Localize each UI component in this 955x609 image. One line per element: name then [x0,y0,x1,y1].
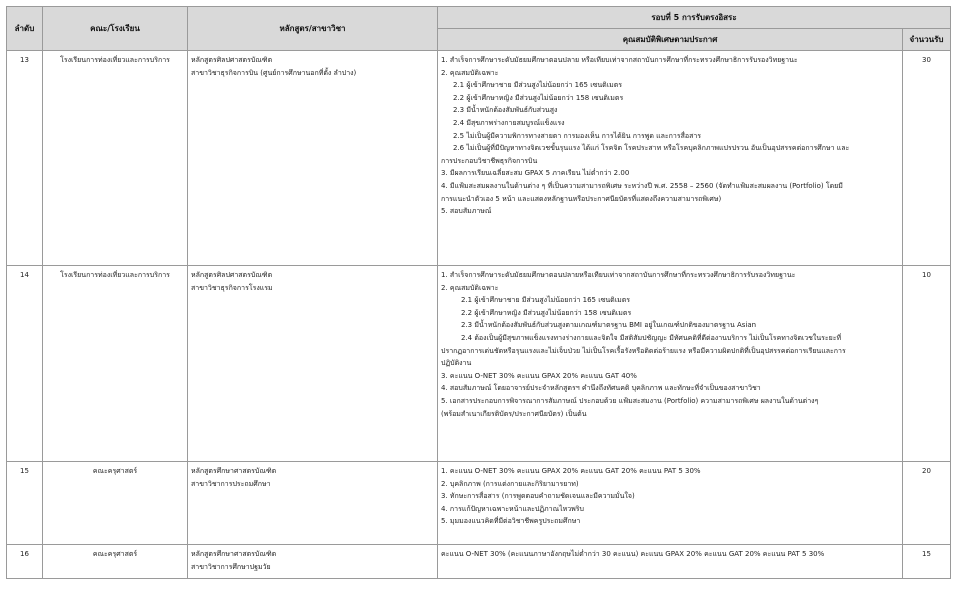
qualification-line: คะแนน O-NET 30% (คะแนนภาษาอังกฤษไม่ต่ำกว่า 30 คะแนน) คะแนน GPAX 20% คะแนน GAT 20% คะแนน PAT 5 30% [441,550,825,558]
qualification-line: (พร้อมสำเนาเกียรติบัตร/ประกาศนียบัตร) เป็นต้น [441,409,587,418]
program-major: สาขาวิชาธุรกิจการบิน (ศูนย์การศึกษานอกที่ตั้ง ลำปาง) [191,68,357,77]
row-number: 14 [7,266,43,462]
faculty-name: คณะครุศาสตร์ [43,462,188,545]
qualification-line: 2.1 ผู้เข้าศึกษาชาย มีส่วนสูงไม่น้อยกว่า 165 เซนติเมตร [461,296,631,305]
program-degree: หลักสูตรศึกษาศาสตรบัณฑิต [191,550,277,558]
admission-table [6,6,951,579]
header-order: ลำดับ [7,7,43,51]
qualification-line: 2.1 ผู้เข้าศึกษาชาย มีส่วนสูงไม่น้อยกว่า 165 เซนติเมตร [453,81,623,90]
quota-value: 15 [903,545,951,579]
qualification-line: 2.3 มีน้ำหนักต้องสัมพันธ์กับส่วนสูงตามเกณฑ์มาตรฐาน BMI อยู่ในเกณฑ์ปกติของมาตรฐาน Asian [461,321,757,330]
qualification-cell [438,266,903,462]
header-faculty: คณะ/โรงเรียน [43,7,188,51]
qualification-line: 4. สอบสัมภาษณ์ โดยอาจารย์ประจำหลักสูตรฯ คำนึงถึงทัศนคติ บุคลิกภาพ และทักษะที่จำเป็นของสาขาวิชา [441,384,761,393]
header-program: หลักสูตร/สาขาวิชา [188,7,438,51]
qualification-line: 2.3 มีน้ำหนักต้องสัมพันธ์กับส่วนสูง [453,106,558,115]
header-qualification: คุณสมบัติพิเศษตามประกาศ [438,29,903,51]
quota-value: 10 [903,266,951,462]
qualification-line: 2.4 มีสุขภาพร่างกายสมบูรณ์แข็งแรง [453,118,565,127]
qualification-line: การประกอบวิชาชีพธุรกิจการบิน [441,156,538,165]
qualification-line: 2.2 ผู้เข้าศึกษาหญิง มีส่วนสูงไม่น้อยกว่า 158 เซนติเมตร [453,93,624,102]
qualification-line: 3. คะแนน O-NET 30% คะแนน GPAX 20% คะแนน GAT 40% [441,371,637,380]
qualification-line: 2.5 ไม่เป็นผู้มีความพิการทางสายตา การมองเห็น การได้ยิน การพูด และการสื่อสาร [453,131,702,140]
program-degree: หลักสูตรศึกษาศาสตรบัณฑิต [191,467,277,475]
table-row [7,462,951,545]
qualification-line: 2. บุคลิกภาพ (การแต่งกายและกิริยามารยาท) [441,479,579,488]
qualification-cell [438,51,903,266]
qualification-line: 3. ทักษะการสื่อสาร (การพูดตอบคำถามชัดเจนและมีความมั่นใจ) [441,492,635,501]
qualification-line: 1. คะแนน O-NET 30% คะแนน GPAX 20% คะแนน GAT 20% คะแนน PAT 5 30% [441,467,701,475]
qualification-line: 2.4 ต้องเป็นผู้มีสุขภาพแข็งแรงทางร่างกายและจิตใจ มีสติสัมปชัญญะ มีทัศนคติที่ดีต่องานบริการ ไม่เป็นโรคทางจิตเวชในระยะที่ [461,333,842,342]
qualification-line: 4. มีแฟ้มสะสมผลงานในด้านต่าง ๆ ที่เป็นความสามารถพิเศษ ระหว่างปี พ.ศ. 2558 – 2560 (จัดทำแฟ้มสะสมผลงาน (Portfolio) โดยมี [441,181,843,190]
program-major: สาขาวิชาธุรกิจการโรงแรม [191,283,273,292]
qualification-line: 2.2 ผู้เข้าศึกษาหญิง มีส่วนสูงไม่น้อยกว่า 158 เซนติเมตร [461,308,632,317]
qualification-line: 2.6 ไม่เป็นผู้ที่มีปัญหาทางจิตเวชขั้นรุนแรง ได้แก่ โรคจิต โรคประสาท หรือโรคบุคลิกภาพแปรปรวน อันเป็นอุปสรรคต่อการศึกษา และ [453,144,850,153]
qualification-cell [438,462,903,545]
header-round-title: รอบที่ 5 การรับตรงอิสระ [438,7,951,29]
table-row [7,545,951,579]
program-major: สาขาวิชาการศึกษาปฐมวัย [191,562,271,571]
table-row [7,266,951,462]
qualification-line: 5. มุมมองแนวคิดที่มีต่อวิชาชีพครูประถมศึกษา [441,517,581,526]
program-cell [188,51,438,266]
program-major: สาขาวิชาการประถมศึกษา [191,479,271,488]
table-row [7,51,951,266]
qualification-line: 5. สอบสัมภาษณ์ [441,207,492,216]
qualification-line: ปฏิบัติงาน [441,359,472,368]
qualification-line: การแนะนำตัวเอง 5 หน้า และแสดงหลักฐานหรือประกาศนียบัตรที่แสดงถึงความสามารถพิเศษ) [441,194,722,203]
program-cell [188,266,438,462]
faculty-name: โรงเรียนการท่องเที่ยวและการบริการ [43,266,188,462]
faculty-name: คณะครุศาสตร์ [43,545,188,579]
quota-value: 30 [903,51,951,266]
program-cell [188,462,438,545]
row-number: 16 [7,545,43,579]
qualification-line: 1. สำเร็จการศึกษาระดับมัธยมศึกษาตอนปลายหรือเทียบเท่าจากสถาบันการศึกษาที่กระทรวงศึกษาธิการรับรองวิทยฐานะ [441,271,796,279]
qualification-line: 2. คุณสมบัติเฉพาะ [441,283,499,292]
qualification-line: 4. การแก้ปัญหาเฉพาะหน้าและปฏิภาณไหวพริบ [441,504,584,513]
qualification-line: 2. คุณสมบัติเฉพาะ [441,68,499,77]
quota-value: 20 [903,462,951,545]
program-degree: หลักสูตรศิลปศาสตรบัณฑิต [191,271,273,279]
qualification-cell [438,545,903,579]
qualification-line: 5. เอกสารประกอบการพิจารณาการสัมภาษณ์ ประกอบด้วย แฟ้มสะสมงาน (Portfolio) ความสามารถพิเศษ ผลงานในด้านต่างๆ [441,396,819,405]
qualification-line: 3. มีผลการเรียนเฉลี่ยสะสม GPAX 5 ภาคเรียน ไม่ต่ำกว่า 2.00 [441,169,630,178]
program-degree: หลักสูตรศิลปศาสตรบัณฑิต [191,56,273,64]
qualification-line: 1. สำเร็จการศึกษาระดับมัธยมศึกษาตอนปลาย หรือเทียบเท่าจากสถาบันการศึกษาที่กระทรวงศึกษาธิการรับรองวิทยฐานะ [441,56,798,64]
row-number: 13 [7,51,43,266]
table-body [7,51,951,579]
header-quota: จำนวนรับ [903,29,951,51]
faculty-name: โรงเรียนการท่องเที่ยวและการบริการ [43,51,188,266]
row-number: 15 [7,462,43,545]
qualification-line: ปรากฏอาการเด่นชัดหรือรุนแรงและไม่เจ็บป่วย ไม่เป็นโรคเรื้อรังหรือติดต่อร้ายแรง หรือมีความผิดปกติที่เป็นอุปสรรคต่อการเรียนและการ [441,346,846,355]
program-cell [188,545,438,579]
